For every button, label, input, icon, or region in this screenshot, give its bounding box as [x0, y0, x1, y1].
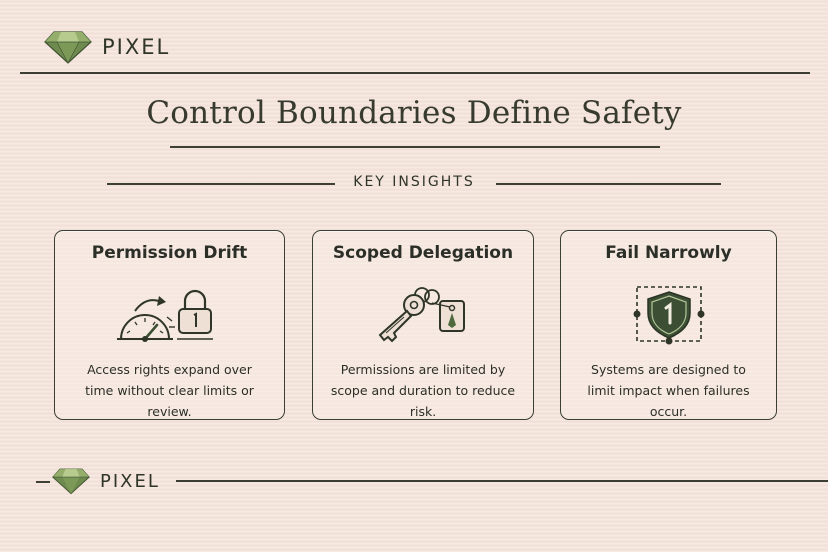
header-divider [20, 72, 810, 74]
card-text-line: limit impact when failures occur. [587, 383, 750, 419]
shield-boundary-icon [629, 283, 709, 345]
card-description [569, 359, 768, 422]
card-text-line: time without clear limits or review. [85, 383, 254, 419]
section-label: KEY INSIGHTS [353, 174, 475, 190]
card-text-line: Systems are designed to [591, 362, 746, 377]
insight-card-fail-narrowly [560, 230, 777, 420]
title-underline [170, 146, 660, 148]
emerald-gem-icon [52, 467, 90, 495]
footer-brand-name: PIXEL [100, 470, 160, 492]
card-text-line: Access rights expand over [87, 362, 252, 377]
header-brand [44, 30, 170, 64]
footer-brand [52, 467, 160, 495]
footer-rule-left [36, 481, 50, 483]
footer-rule [176, 480, 828, 482]
section-rule-right [496, 183, 721, 185]
card-text-line: scope and duration to reduce risk. [330, 383, 516, 419]
emerald-gem-icon [44, 30, 92, 64]
card-title: Fail Narrowly [605, 243, 732, 263]
card-text-line: Permissions are limited by [340, 362, 506, 377]
brand-name: PIXEL [102, 35, 171, 59]
page-title: Control Boundaries Define Safety [146, 95, 682, 131]
card-title: Permission Drift [91, 243, 248, 263]
card-description [63, 359, 276, 422]
card-title: Scoped Delegation [332, 243, 514, 263]
insight-card-permission-drift [54, 230, 285, 420]
keys-tag-icon [374, 283, 474, 343]
speedometer-padlock-icon [115, 287, 225, 345]
card-description [321, 359, 525, 422]
insight-card-scoped-delegation [312, 230, 534, 420]
